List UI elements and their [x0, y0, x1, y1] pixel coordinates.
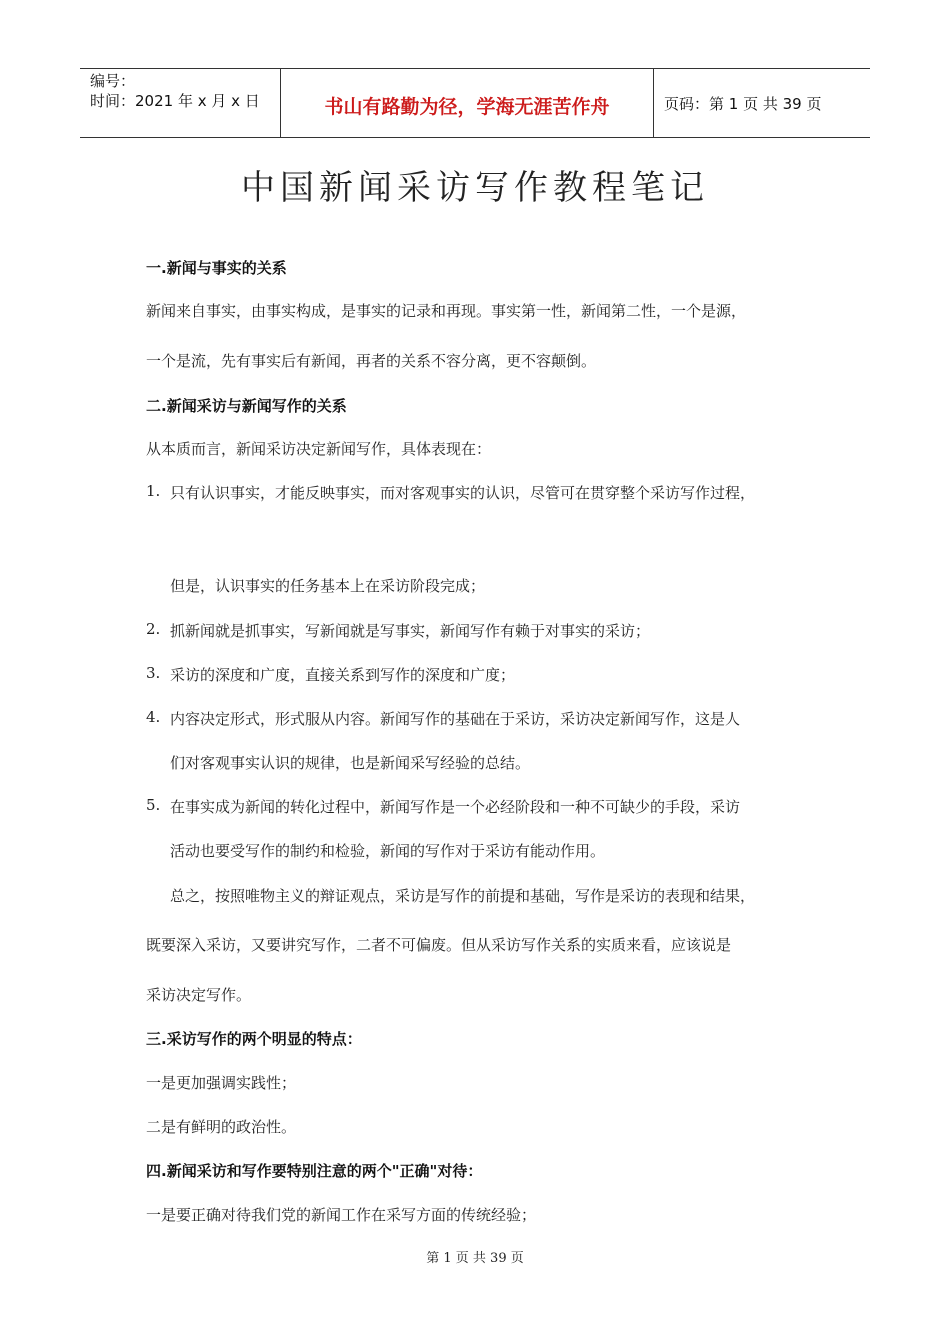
- list-item-line: 抓新闻就是抓事实，写新闻就是写事实，新闻写作有赖于对事实的采访；: [170, 622, 651, 640]
- section-heading-4: 四.新闻采访和写作要特别注意的两个"正确"对待：: [146, 1162, 483, 1180]
- document-header: [80, 68, 870, 138]
- document-title: 中国新闻采访写作教程笔记: [241, 168, 709, 208]
- list-item-line: 内容决定形式，形式服从内容。新闻写作的基础在于采访，采访决定新闻写作，这是人: [170, 710, 741, 728]
- paragraph-line: 新闻来自事实，由事实构成，是事实的记录和再现。事实第一性，新闻第二性，一个是源，: [146, 302, 747, 320]
- list-item-line: 只有认识事实，才能反映事实，而对客观事实的认识，尽管可在贯穿整个采访写作过程，: [170, 484, 756, 502]
- list-number: 3.: [146, 664, 161, 682]
- list-number: 5.: [146, 796, 161, 814]
- paragraph-line: 从本质而言，新闻采访决定新闻写作，具体表现在：: [146, 440, 492, 458]
- paragraph-line: 采访决定写作。: [146, 986, 252, 1004]
- list-item-line: 采访的深度和广度，直接关系到写作的深度和广度；: [170, 666, 516, 684]
- list-item-line: 们对客观事实认识的规律，也是新闻采写经验的总结。: [170, 754, 531, 772]
- header-page-info: 页码：第 1 页 共 39 页: [664, 94, 822, 113]
- section-heading-2: 二.新闻采访与新闻写作的关系: [146, 397, 347, 415]
- list-number: 1.: [146, 482, 161, 500]
- section-heading-3: 三.采访写作的两个明显的特点：: [146, 1030, 362, 1048]
- number-label: 编号：: [90, 72, 136, 90]
- list-item-line: 在事实成为新闻的转化过程中，新闻写作是一个必经阶段和一种不可缺少的手段，采访: [170, 798, 741, 816]
- list-number: 2.: [146, 620, 161, 638]
- paragraph-line: 一个是流，先有事实后有新闻，再者的关系不容分离，更不容颠倒。: [146, 352, 597, 370]
- paragraph-line: 一是要正确对待我们党的新闻工作在采写方面的传统经验；: [146, 1206, 537, 1224]
- header-motto: 书山有路勤为径，学海无涯苦作舟: [280, 69, 654, 137]
- paragraph-line: 一是更加强调实践性；: [146, 1074, 297, 1092]
- section-heading-1: 一.新闻与事实的关系: [146, 259, 287, 277]
- header-meta: [80, 69, 280, 137]
- list-number: 4.: [146, 708, 161, 726]
- list-item-line: 活动也要受写作的制约和检验，新闻的写作对于采访有能动作用。: [170, 842, 606, 860]
- paragraph-line: 既要深入采访，又要讲究写作，二者不可偏废。但从采访写作关系的实质来看，应该说是: [146, 936, 732, 954]
- list-item-line: 但是，认识事实的任务基本上在采访阶段完成；: [170, 577, 486, 595]
- page-footer: 第 1 页 共 39 页: [426, 1251, 524, 1266]
- paragraph-line: 二是有鲜明的政治性。: [146, 1118, 297, 1136]
- paragraph-line: 总之，按照唯物主义的辩证观点，采访是写作的前提和基础，写作是采访的表现和结果，: [170, 887, 756, 905]
- date-label: 时间：2021 年 x 月 x 日: [90, 92, 260, 110]
